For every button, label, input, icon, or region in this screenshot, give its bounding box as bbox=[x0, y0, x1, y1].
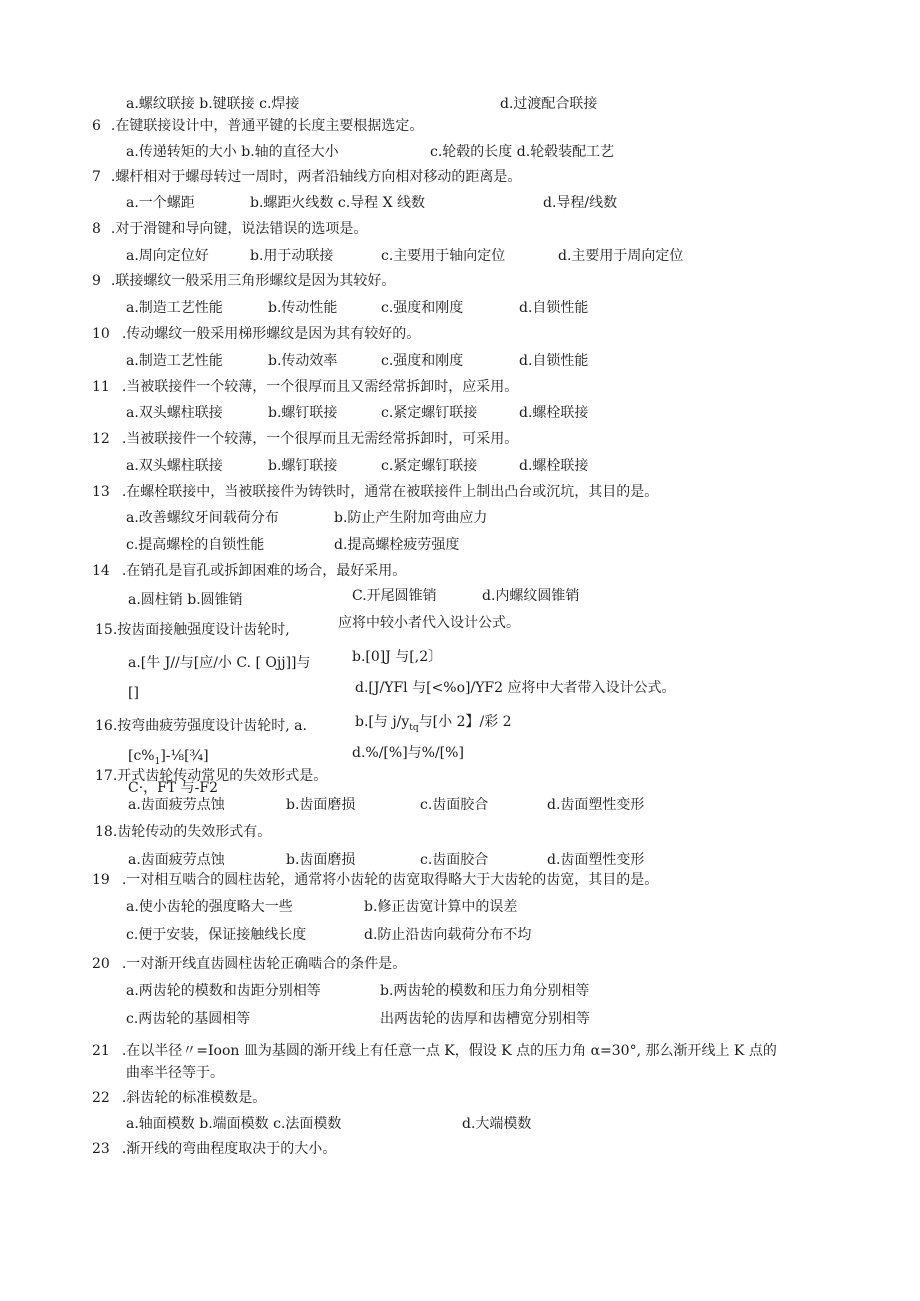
q19-option-a: a.使小齿轮的强度略大一些 bbox=[126, 899, 293, 915]
q5-options-abc: a.螺纹联接 b.键联接 c.焊接 bbox=[126, 96, 300, 112]
q8-number: 8 bbox=[92, 221, 101, 237]
q14-question bbox=[92, 562, 406, 580]
q16-option-a-subscript: 1 bbox=[154, 756, 161, 767]
q16-option-c-overlap: C·，FT 与-F2 bbox=[128, 780, 219, 796]
q15-option-d: d.[J/YFl 与[<%o]/YF2 应将中大者带入设计公式。 bbox=[355, 680, 676, 696]
q16-option-b bbox=[355, 713, 512, 737]
q22-options-abc: a.轴面模数 b.端面模数 c.法面模数 bbox=[126, 1116, 342, 1132]
q19-question bbox=[92, 871, 658, 889]
q22-question bbox=[92, 1089, 266, 1107]
q16-option-b-tail: 与[小 2】/彩 2 bbox=[418, 714, 512, 730]
q15-question-tail: 应将中较小者代入设计公式。 bbox=[338, 615, 520, 631]
q16-option-d: d.%/[%]与%/[%] bbox=[352, 745, 464, 761]
q18-question: 18.齿轮传动的失效形式有。 bbox=[95, 824, 272, 840]
q11-option-b: b.螺钉联接 bbox=[268, 405, 338, 421]
q17-option-b: b.齿面磨损 bbox=[286, 797, 356, 813]
q18-option-a: a.齿面疲劳点蚀 bbox=[128, 852, 225, 868]
q22-option-d: d.大端模数 bbox=[462, 1116, 532, 1132]
q13-option-b: b.防止产生附加弯曲应力 bbox=[334, 510, 488, 526]
q8-option-c: c.主要用于轴向定位 bbox=[381, 248, 506, 264]
q20-text: .一对渐开线直齿圆柱齿轮正确啮合的条件是。 bbox=[121, 956, 407, 972]
q9-number: 9 bbox=[92, 273, 101, 289]
q18-option-b: b.齿面磨损 bbox=[286, 852, 356, 868]
q12-option-d: d.螺栓联接 bbox=[519, 458, 589, 474]
q11-option-a: a.双头螺柱联接 bbox=[126, 405, 223, 421]
q16-option-b-subscript: tq bbox=[409, 722, 419, 733]
q20-option-c: c.两齿轮的基圆相等 bbox=[126, 1011, 251, 1027]
q13-option-c: c.提高螺栓的自锁性能 bbox=[126, 537, 265, 553]
q8-option-b: b.用于动联接 bbox=[250, 248, 334, 264]
q10-option-c: c.强度和刚度 bbox=[381, 353, 464, 369]
q16-question: 16.按弯曲疲劳强度设计齿轮时, a. bbox=[95, 718, 307, 734]
q16-option-a-tail: ]-⅛[¾] bbox=[160, 748, 209, 764]
q11-question bbox=[92, 378, 518, 396]
q21-question-cont: 曲率半径等于。 bbox=[126, 1065, 224, 1081]
q16-option-a-text: [c% bbox=[128, 748, 155, 764]
q8-option-a: a.周向定位好 bbox=[126, 248, 209, 264]
q20-option-a: a.两齿轮的模数和齿距分别相等 bbox=[126, 983, 321, 999]
q15-question: 15.按齿面接触强度设计齿轮时, bbox=[95, 622, 290, 638]
q17-question: 17.开式齿轮传动常见的失效形式是。 bbox=[95, 768, 328, 784]
q19-text: .一对相互啮合的圆柱齿轮，通常将小齿轮的齿宽取得略大于大齿轮的齿宽，其目的是。 bbox=[121, 872, 659, 888]
q12-text: .当被联接件一个较薄，一个很厚而且无需经常拆卸时，可采用。 bbox=[121, 431, 519, 447]
q11-option-c: c.紧定螺钉联接 bbox=[381, 405, 478, 421]
q9-question bbox=[92, 272, 395, 290]
q16-option-b-text: b.[与 j/y bbox=[355, 714, 410, 730]
q20-question bbox=[92, 955, 406, 973]
q10-option-d: d.自锁性能 bbox=[519, 353, 589, 369]
q14-number: 14 bbox=[92, 563, 110, 579]
q12-number: 12 bbox=[92, 431, 110, 447]
q12-option-c: c.紧定螺钉联接 bbox=[381, 458, 478, 474]
q7-option-d: d.导程/线数 bbox=[543, 195, 618, 211]
q9-option-c: c.强度和刚度 bbox=[381, 300, 464, 316]
q13-number: 13 bbox=[92, 484, 110, 500]
q19-number: 19 bbox=[92, 872, 110, 888]
q10-question bbox=[92, 325, 420, 343]
q19-option-d: d.防止沿齿向载荷分布不均 bbox=[364, 927, 532, 943]
q10-option-a: a.制造工艺性能 bbox=[126, 353, 223, 369]
q12-question bbox=[92, 430, 518, 448]
q23-text: .渐开线的弯曲程度取决于的大小。 bbox=[121, 1141, 337, 1157]
q18-option-d: d.齿面塑性变形 bbox=[547, 852, 645, 868]
q7-option-a: a.一个螺距 bbox=[126, 195, 195, 211]
q13-option-a: a.改善螺纹牙间载荷分布 bbox=[126, 510, 279, 526]
q18-option-c: c.齿面胶合 bbox=[420, 852, 489, 868]
q11-number: 11 bbox=[92, 379, 110, 395]
q17-option-c: c.齿面胶合 bbox=[420, 797, 489, 813]
q20-option-d: 出两齿轮的齿厚和齿槽宽分别相等 bbox=[380, 1011, 590, 1027]
q10-number: 10 bbox=[92, 326, 110, 342]
q12-option-b: b.螺钉联接 bbox=[268, 458, 338, 474]
q8-question bbox=[92, 220, 367, 238]
q11-option-d: d.螺栓联接 bbox=[519, 405, 589, 421]
q9-option-a: a.制造工艺性能 bbox=[126, 300, 223, 316]
q6-text: .在键联接设计中，普通平键的长度主要根据选定。 bbox=[110, 118, 424, 134]
q23-number: 23 bbox=[92, 1141, 110, 1157]
q15-bracket: [] bbox=[128, 685, 139, 701]
q13-option-d: d.提高螺栓疲劳强度 bbox=[334, 537, 460, 553]
q22-text: .斜齿轮的标准模数是。 bbox=[121, 1090, 267, 1106]
q15-option-b: b.[0]J 与[,2〕 bbox=[352, 649, 443, 665]
q6-question bbox=[92, 117, 423, 135]
q20-number: 20 bbox=[92, 956, 110, 972]
q9-option-b: b.传动性能 bbox=[268, 300, 338, 316]
q14-option-c: C.开尾圆锥销 bbox=[352, 588, 437, 604]
q9-option-d: d.自锁性能 bbox=[519, 300, 589, 316]
q21-text: .在以半径〃=Ioon 皿为基圆的渐开线上有任意一点 K，假设 K 点的压力角 α=30°, 那么渐开线上 K 点的 bbox=[121, 1043, 777, 1059]
q8-option-d: d.主要用于周向定位 bbox=[558, 248, 684, 264]
q7-number: 7 bbox=[92, 169, 101, 185]
q11-text: .当被联接件一个较薄，一个很厚而且又需经常拆卸时，应采用。 bbox=[121, 379, 519, 395]
q19-option-b: b.修正齿宽计算中的误差 bbox=[364, 899, 518, 915]
q5-option-d: d.过渡配合联接 bbox=[500, 96, 598, 112]
q19-option-c: c.便于安装，保证接触线长度 bbox=[126, 927, 307, 943]
q9-text: .联接螺纹一般采用三角形螺纹是因为其较好。 bbox=[110, 273, 396, 289]
q23-question bbox=[92, 1140, 336, 1158]
q7-question bbox=[92, 168, 521, 186]
q7-options-bc: b.螺距火线数 c.导程 X 线数 bbox=[250, 195, 426, 211]
q13-question bbox=[92, 483, 658, 501]
q6-number: 6 bbox=[92, 118, 101, 134]
q14-options-ab: a.圆柱销 b.圆锥销 bbox=[128, 592, 243, 608]
q20-option-b: b.两齿轮的模数和压力角分别相等 bbox=[380, 983, 590, 999]
q14-option-d: d.内螺纹圆锥销 bbox=[482, 588, 580, 604]
q8-text: .对于滑键和导向键，说法错误的选项是。 bbox=[110, 221, 368, 237]
q15-option-a: a.[牛 J//与[应/小 C. [ Ojj]]与 bbox=[128, 655, 311, 671]
q21-number: 21 bbox=[92, 1043, 110, 1059]
q13-text: .在螺栓联接中，当被联接件为铸铁时，通常在被联接件上制出凸台或沉坑，其目的是。 bbox=[121, 484, 659, 500]
q21-question bbox=[92, 1042, 777, 1060]
q12-option-a: a.双头螺柱联接 bbox=[126, 458, 223, 474]
q22-number: 22 bbox=[92, 1090, 110, 1106]
q6-options-ab: a.传递转矩的大小 b.轴的直径大小 bbox=[126, 144, 339, 160]
q17-option-a: a.齿面疲劳点蚀 bbox=[128, 797, 225, 813]
q6-options-cd: c.轮毂的长度 d.轮毂装配工艺 bbox=[430, 144, 615, 160]
q17-option-d: d.齿面塑性变形 bbox=[547, 797, 645, 813]
q7-text: .螺杆相对于螺母转过一周时，两者沿轴线方向相对移动的距离是。 bbox=[110, 169, 522, 185]
q10-text: .传动螺纹一般采用梯形螺纹是因为其有较好的。 bbox=[121, 326, 421, 342]
q10-option-b: b.传动效率 bbox=[268, 353, 338, 369]
q14-text: .在销孔是盲孔或拆卸困难的场合，最好采用。 bbox=[121, 563, 407, 579]
